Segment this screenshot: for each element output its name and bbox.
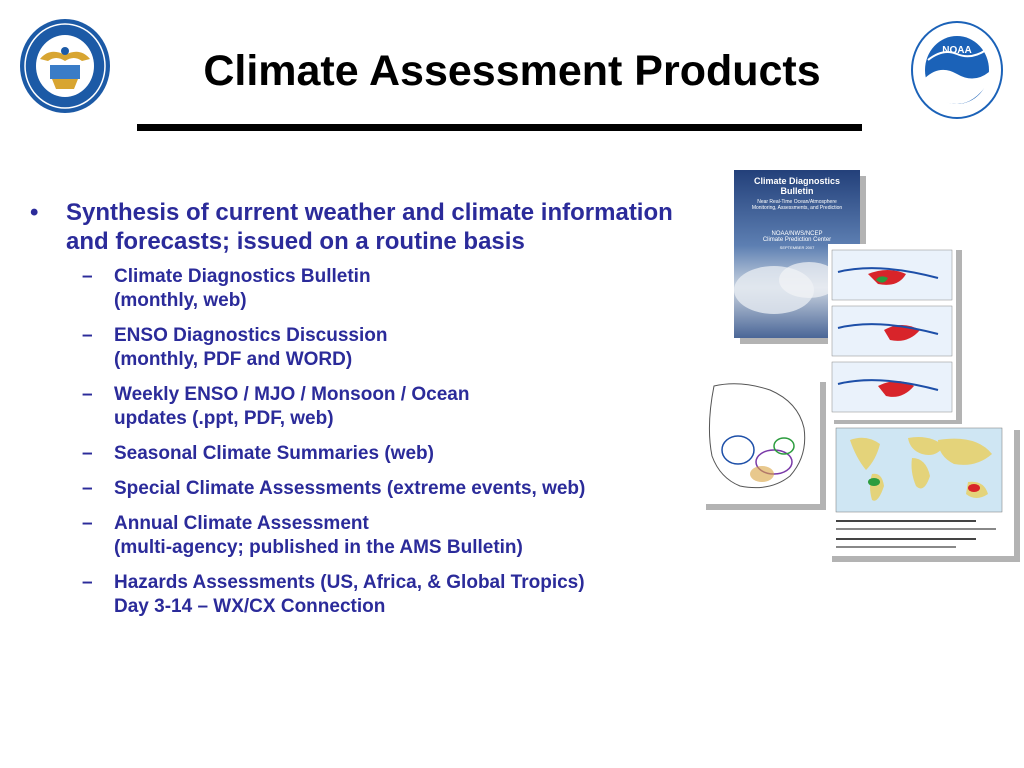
sub-bullet-item — [82, 442, 710, 466]
cover-agency-2: Climate Prediction Center — [762, 237, 832, 243]
sub-bullet-line1: Annual Climate Assessment — [114, 513, 369, 534]
dash-icon: – — [82, 572, 93, 593]
dash-icon: – — [82, 325, 93, 346]
sub-bullet-line1: ENSO Diagnostics Discussion — [114, 325, 388, 346]
cover-title: Climate Diagnostics Bulletin — [753, 176, 841, 196]
cover-subtitle-2: Monitoring, Assessments, and Prediction — [751, 205, 843, 211]
sub-bullet-item — [82, 383, 710, 431]
enso-maps-thumbnail — [828, 244, 956, 420]
sub-bullet-item — [82, 571, 710, 619]
svg-text:NOAA: NOAA — [942, 45, 972, 56]
sub-bullet-item — [82, 512, 710, 560]
sub-bullet-item — [82, 324, 710, 372]
sub-bullet-item — [82, 265, 710, 313]
sub-bullet-line2: (monthly, PDF and WORD) — [114, 349, 353, 370]
cover-subtitle-1: Near Real-Time Ocean/Atmosphere — [757, 199, 837, 205]
bullet-list — [30, 198, 710, 630]
title-underline — [137, 124, 862, 131]
sub-bullet-list — [82, 265, 710, 619]
bullet-icon: • — [30, 199, 39, 226]
dash-icon: – — [82, 443, 93, 464]
sub-bullet-line2: updates (.ppt, PDF, web) — [114, 408, 334, 429]
sub-bullet-line1: Hazards Assessments (US, Africa, & Global Tropics) — [114, 572, 585, 593]
dash-icon: – — [82, 384, 93, 405]
sub-bullet-line2: (monthly, web) — [114, 290, 247, 311]
cover-agency-1: NOAA/NWS/NCEP — [771, 231, 823, 237]
sub-bullet-line1: Special Climate Assessments (extreme events, web) — [114, 478, 586, 499]
slide-title: Climate Assessment Products — [203, 47, 821, 95]
sub-bullet-line1: Seasonal Climate Summaries (web) — [114, 443, 434, 464]
sub-bullet-item — [82, 477, 710, 501]
commerce-seal-icon — [18, 17, 112, 115]
sub-bullet-line2: Day 3-14 – WX/CX Connection — [114, 596, 386, 617]
global-tropics-thumbnail — [826, 424, 1014, 556]
sub-bullet-line2: (multi-agency; published in the AMS Bulletin) — [114, 537, 523, 558]
sub-bullet-line1: Climate Diagnostics Bulletin — [114, 266, 371, 287]
hazards-map-thumbnail — [700, 376, 820, 504]
main-bullet-text: Synthesis of current weather and climate information and forecasts; issued on a routine basis — [66, 199, 673, 255]
dash-icon: – — [82, 266, 93, 287]
main-bullet — [30, 198, 710, 256]
sub-bullet-line1: Weekly ENSO / MJO / Monsoon / Ocean — [114, 384, 470, 405]
dash-icon: – — [82, 513, 93, 534]
noaa-logo-icon — [910, 20, 1004, 120]
cover-date: SEPTEMBER 2007 — [779, 245, 815, 250]
dash-icon: – — [82, 478, 93, 499]
